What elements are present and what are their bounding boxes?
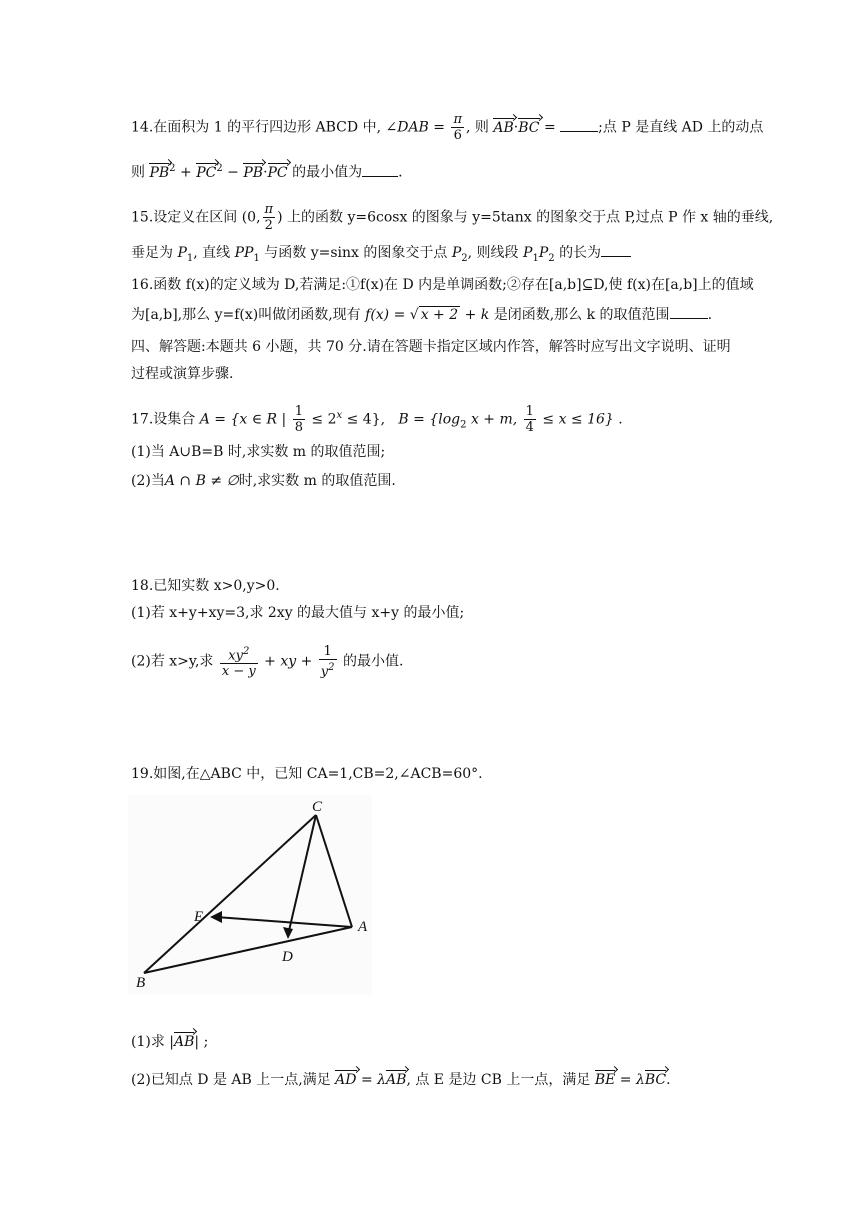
q17-line1: 17.设集合 A = {x ∈ R | $\frac{1}{8}$ ≤ $2^x \le 4$}, $B = \{\log_2$ x + m, $\frac{1}{4}$ ≤ x ≤ 16} . xyxy=(131,404,623,435)
label-e: E xyxy=(194,909,204,925)
answer-blank xyxy=(670,306,708,319)
q14-line2: 则 $PB^2 + PC^2 - PB\cdot PC$ 的最小值为 . xyxy=(131,160,403,182)
label-b: B xyxy=(136,975,146,991)
q17-part2: (2)当A ∩ B ≠ ∅时,求实数 m 的取值范围. xyxy=(131,473,396,489)
q19-part1: (1)求 |AB| ; xyxy=(131,1030,208,1051)
label-c: C xyxy=(312,799,323,815)
q15-line1: 15.设定义在区间 (0, $\frac{\pi}{2}$ ) 上的函数 y=6cosx 的图象与 y=5tanx 的图象交于点 P,过点 P 作 x 轴的垂线, xyxy=(131,202,774,233)
q18-part1: (1)若 x+y+xy=3,求 2xy 的最大值与 x+y 的最小值; xyxy=(131,605,465,621)
triangle-figure xyxy=(128,795,372,995)
triangle-diagram xyxy=(128,795,372,995)
q19-line1: 19.如图,在△ABC 中，已知 CA=1,CB=2,∠ACB=60°. xyxy=(131,766,483,782)
section4-line2: 过程或演算步骤. xyxy=(131,366,234,382)
q16-line2: 为[a,b],那么 y=f(x)叫做闭函数,现有 f(x) = √ x + 2 + k 是闭函数,那么 k 的取值范围 . xyxy=(131,307,713,323)
vector-ab: AB xyxy=(493,116,513,137)
answer-blank xyxy=(560,119,598,132)
pi-over-6-fraction: $\frac{\pi}{6}$ xyxy=(453,112,463,143)
q15-line2: 垂足为 $P_1$, 直线 $PP_1$ 与函数 y=sinx 的图象交于点 $P_2$, 则线段 $P_1P_2$ 的长为 xyxy=(131,244,631,268)
answer-blank xyxy=(362,164,398,177)
q16-line1: 16.函数 f(x)的定义域为 D,若满足:①f(x)在 D 内是单调函数;②存在[a,b]⊆D,使 f(x)在[a,b]上的值域 xyxy=(131,277,754,293)
label-d: D xyxy=(282,949,293,965)
q19-part2: (2)已知点 D 是 AB 上一点,满足 AD = λAB, 点 E 是边 CB 上一点，满足 BE = λBC. xyxy=(131,1068,671,1089)
answer-blank xyxy=(601,244,631,257)
q18-line1: 18.已知实数 x>0,y>0. xyxy=(131,578,280,594)
q14-line1: 14.在面积为 1 的平行四边形 ABCD 中, ∠DAB = $\frac{\pi}{6}$ , 则 AB·BC = ;点 P 是直线 AD 上的动点 xyxy=(131,112,764,143)
section4-line1: 四、解答题:本题共 6 小题，共 70 分.请在答题卡指定区域内作答，解答时应写出文字说明、证明 xyxy=(131,339,731,355)
q18-part2: (2)若 x>y,求 $\frac{xy^2}{x - y}$ + xy + $\frac{1}{y^2}$ 的最小值. xyxy=(131,644,404,680)
vector-bc: BC xyxy=(518,116,539,137)
label-a: A xyxy=(358,919,368,935)
pi-over-2-fraction: $\frac{\pi}{2}$ xyxy=(264,202,274,233)
q17-part1: (1)当 A∪B=B 时,求实数 m 的取值范围; xyxy=(131,444,386,460)
